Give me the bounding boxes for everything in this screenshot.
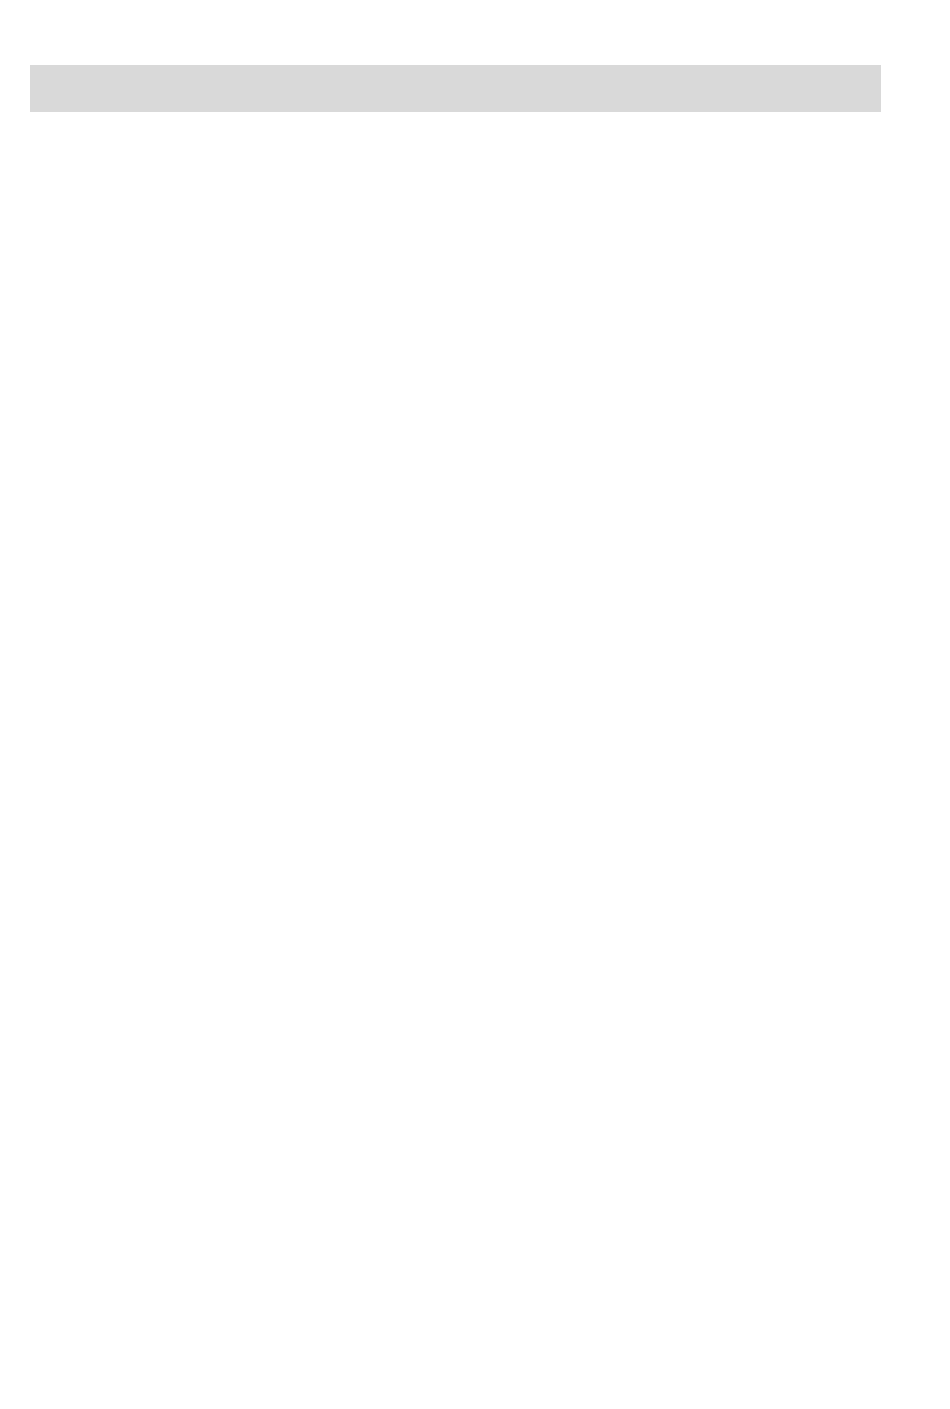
title-bar	[30, 65, 881, 112]
